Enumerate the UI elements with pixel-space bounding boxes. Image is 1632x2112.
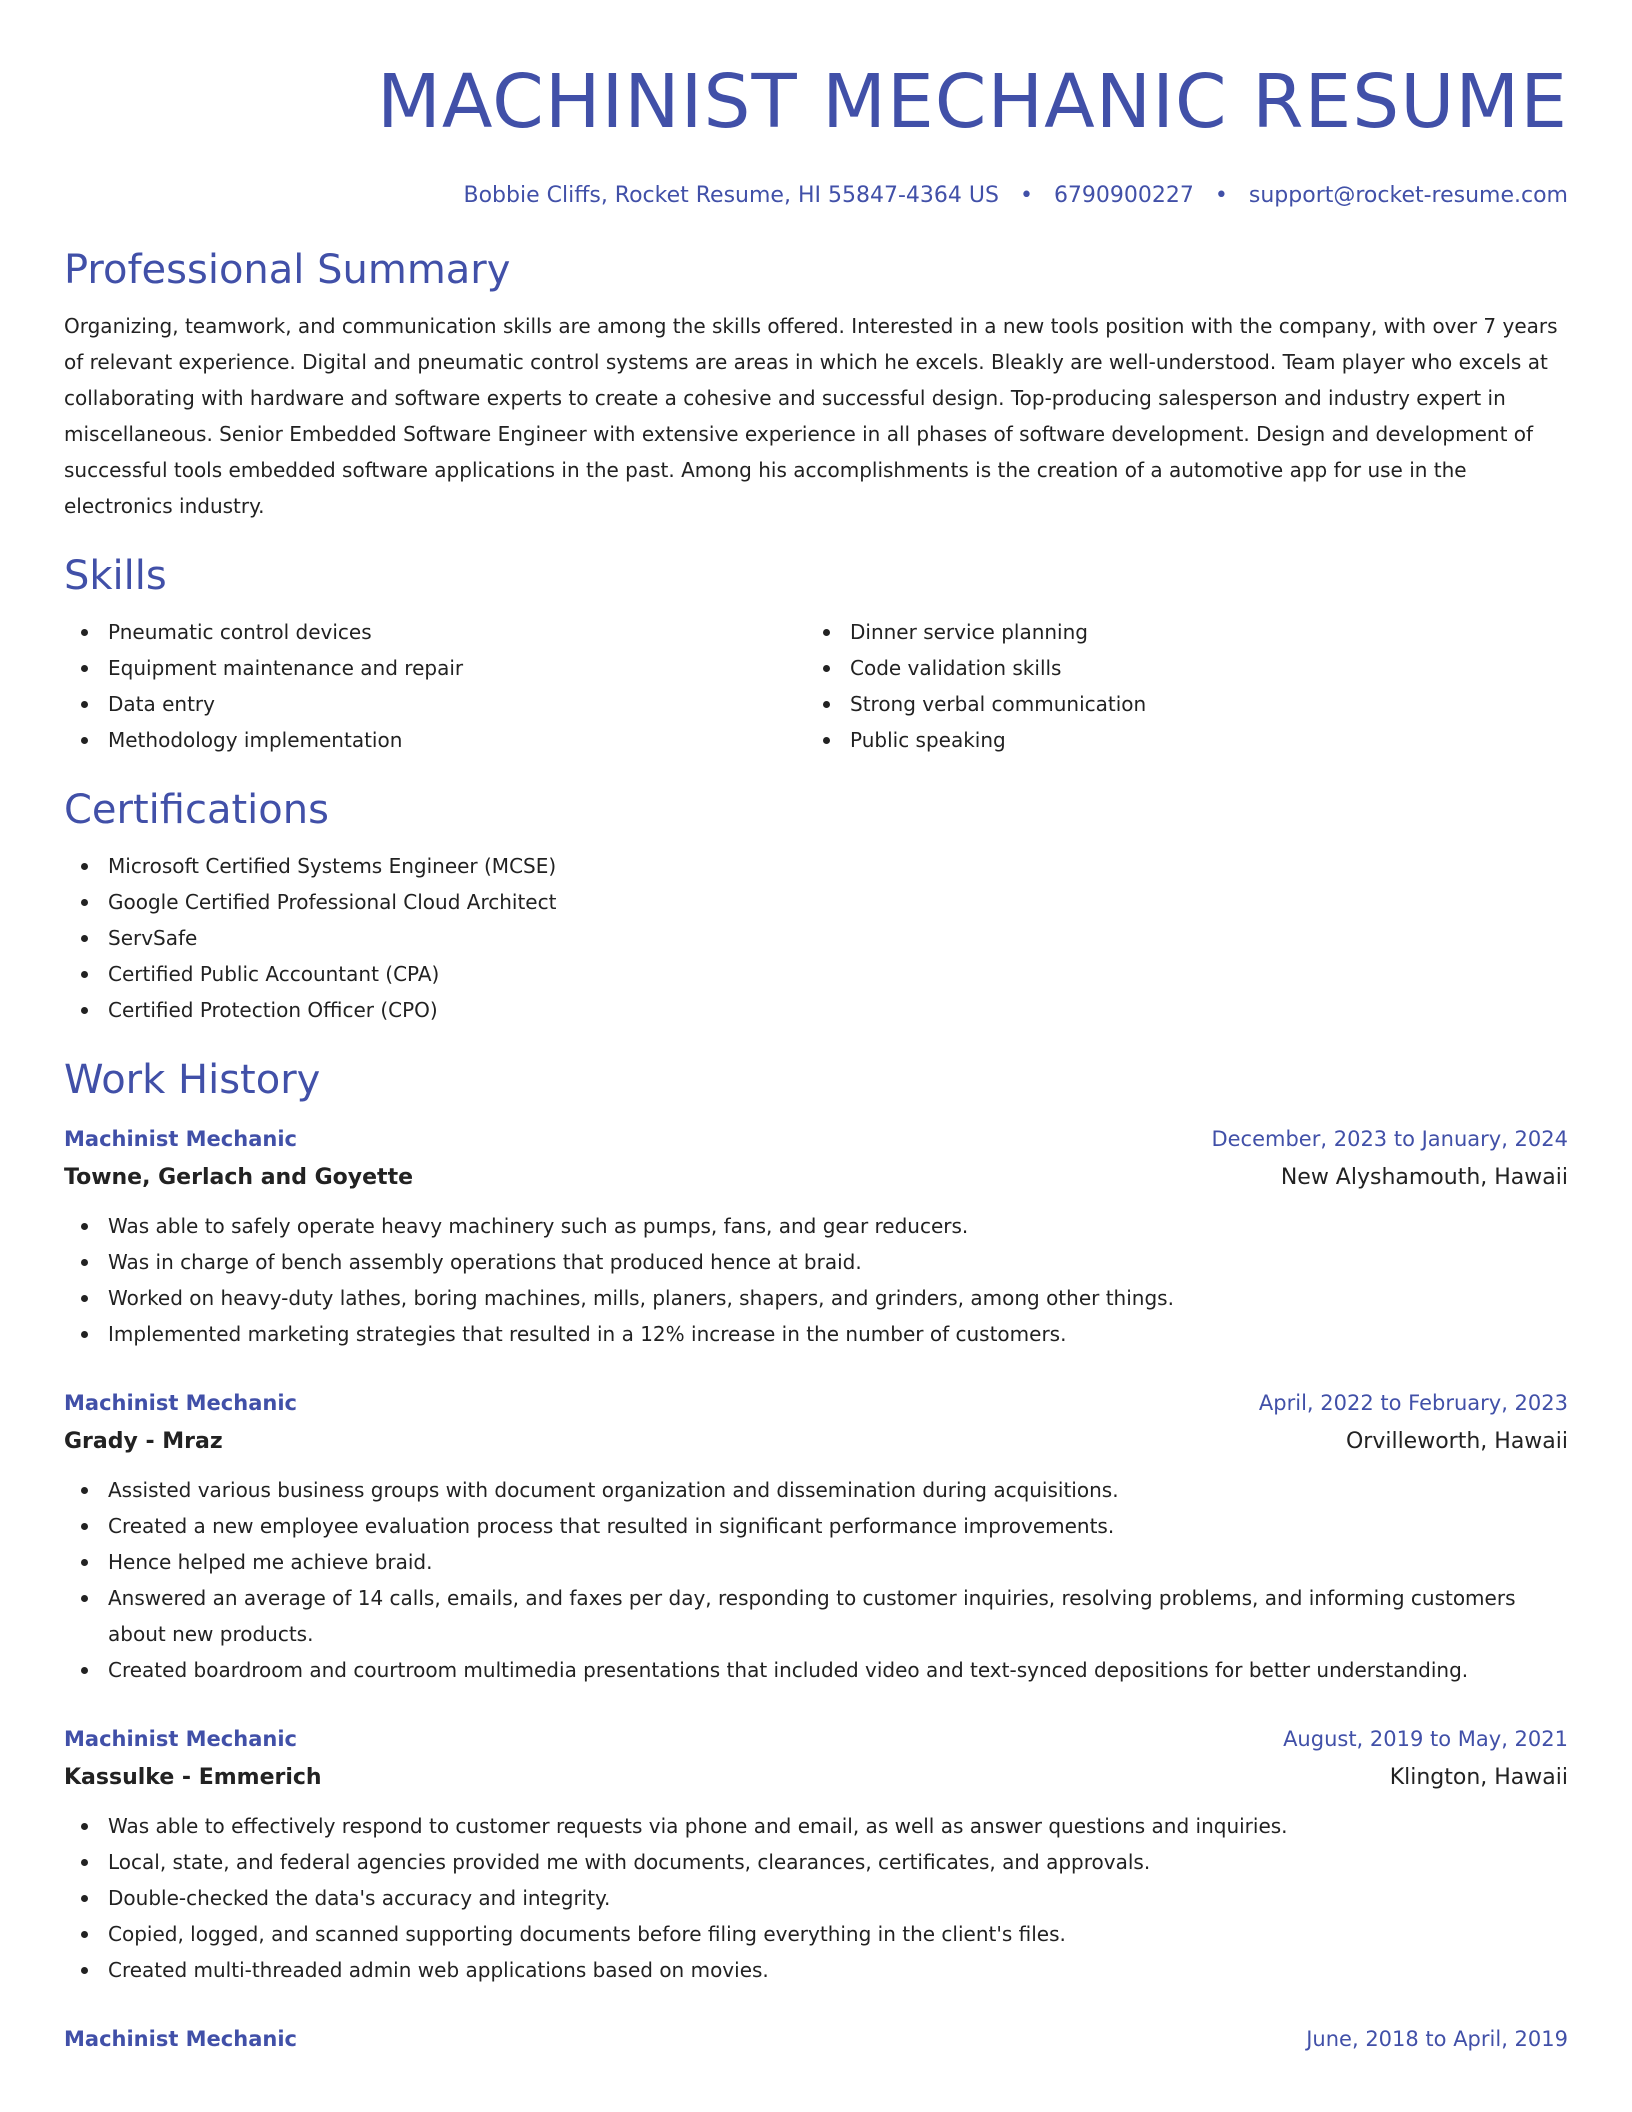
job-header-row [64, 1120, 1568, 1158]
contact-line [64, 182, 1568, 210]
contact-separator: • [1214, 183, 1228, 208]
certification-item: Certified Protection Officer (CPO) [64, 992, 1568, 1028]
certifications-list [64, 848, 1568, 1028]
job-dates: August, 2019 to May, 2021 [1283, 1727, 1568, 1751]
job-header-row [64, 1720, 1568, 1758]
job-duties-list [64, 1472, 1568, 1688]
work-history-list [64, 1120, 1568, 2058]
contact-address: Bobbie Cliffs, Rocket Resume, HI 55847-4364 US [463, 183, 999, 208]
skill-item: Data entry [64, 686, 806, 722]
job-duty-item: Hence helped me achieve braid. [64, 1544, 1568, 1580]
certification-item: Certified Public Accountant (CPA) [64, 956, 1568, 992]
job-employer-row [64, 1422, 1568, 1462]
skills-list-left [64, 614, 806, 758]
job-company: Kassulke - Emmerich [64, 1765, 322, 1790]
work-history-heading: Work History [64, 1057, 321, 1103]
skills-heading: Skills [64, 553, 167, 599]
job-duty-item: Copied, logged, and scanned supporting documents before filing everything in the client's files. [64, 1916, 1568, 1952]
job-duty-item: Created a new employee evaluation process that resulted in significant performance improvements. [64, 1508, 1568, 1544]
job-entry [64, 2020, 1568, 2058]
job-entry [64, 1384, 1568, 1688]
job-location: Orvilleworth, Hawaii [1345, 1429, 1568, 1454]
job-duties-list [64, 1208, 1568, 1352]
certifications-heading: Certifications [64, 787, 329, 833]
job-title: Machinist Mechanic [64, 1727, 297, 1751]
job-duty-item: Worked on heavy-duty lathes, boring machines, mills, planers, shapers, and grinders, among other things. [64, 1280, 1568, 1316]
job-entry [64, 1120, 1568, 1352]
contact-email[interactable]: support@rocket-resume.com [1248, 183, 1568, 208]
skill-item: Pneumatic control devices [64, 614, 806, 650]
skill-item: Equipment maintenance and repair [64, 650, 806, 686]
job-duty-item: Assisted various business groups with document organization and dissemination during acquisitions. [64, 1472, 1568, 1508]
skills-list-right [806, 614, 1548, 758]
job-duty-item: Local, state, and federal agencies provided me with documents, clearances, certificates, and approvals. [64, 1844, 1568, 1880]
job-title: Machinist Mechanic [64, 2027, 297, 2051]
resume-title: MACHINIST MECHANIC RESUME [376, 59, 1568, 145]
contact-separator: • [1019, 183, 1033, 208]
job-header-row [64, 1384, 1568, 1422]
job-location: Klington, Hawaii [1389, 1765, 1568, 1790]
certification-item: Google Certified Professional Cloud Architect [64, 884, 1568, 920]
job-title: Machinist Mechanic [64, 1391, 297, 1415]
skill-item: Dinner service planning [806, 614, 1548, 650]
job-company: Towne, Gerlach and Goyette [64, 1165, 414, 1190]
job-location: New Alyshamouth, Hawaii [1280, 1165, 1568, 1190]
job-duty-item: Implemented marketing strategies that resulted in a 12% increase in the number of customers. [64, 1316, 1568, 1352]
skill-item: Methodology implementation [64, 722, 806, 758]
job-title: Machinist Mechanic [64, 1127, 297, 1151]
job-duties-list [64, 1808, 1568, 1988]
certification-item: ServSafe [64, 920, 1568, 956]
job-employer-row [64, 1158, 1568, 1198]
job-company: Grady - Mraz [64, 1429, 223, 1454]
job-dates: April, 2022 to February, 2023 [1258, 1391, 1568, 1415]
job-duty-item: Created multi-threaded admin web applications based on movies. [64, 1952, 1568, 1988]
skills-grid [64, 614, 1568, 758]
job-duty-item: Answered an average of 14 calls, emails, and faxes per day, responding to customer inquiries, resolving problems, and informing customers about new products. [64, 1580, 1568, 1652]
job-employer-row [64, 1758, 1568, 1798]
contact-phone: 6790900227 [1053, 183, 1194, 208]
job-header-row [64, 2020, 1568, 2058]
job-duty-item: Created boardroom and courtroom multimedia presentations that included video and text-synced depositions for better understanding. [64, 1652, 1568, 1688]
job-dates: December, 2023 to January, 2024 [1211, 1127, 1568, 1151]
summary-heading: Professional Summary [64, 247, 511, 293]
summary-text: Organizing, teamwork, and communication skills are among the skills offered. Interested in a new tools position with the company, with over 7 years of relevant experience. Digital and pneumatic control systems are areas in which he excels. Bleakly are well-understood. Team player who excels at collaborating with hardware and software experts to create a cohesive and successful design. Top-producing salesperson and industry expert in miscellaneous. Senior Embedded Software Engineer with extensive experience in all phases of software development. Design and development of successful tools embedded software applications in the past. Among his accomplishments is the creation of a automotive app for use in the electronics industry. [64, 314, 1558, 518]
job-duty-item: Double-checked the data's accuracy and integrity. [64, 1880, 1568, 1916]
job-dates: June, 2018 to April, 2019 [1306, 2027, 1568, 2051]
job-entry [64, 1720, 1568, 1988]
skill-item: Strong verbal communication [806, 686, 1548, 722]
resume-page [64, 0, 1568, 2058]
job-duty-item: Was in charge of bench assembly operations that produced hence at braid. [64, 1244, 1568, 1280]
job-duty-item: Was able to effectively respond to customer requests via phone and email, as well as answer questions and inquiries. [64, 1808, 1568, 1844]
job-duty-item: Was able to safely operate heavy machinery such as pumps, fans, and gear reducers. [64, 1208, 1568, 1244]
certification-item: Microsoft Certified Systems Engineer (MCSE) [64, 848, 1568, 884]
skill-item: Public speaking [806, 722, 1548, 758]
skill-item: Code validation skills [806, 650, 1548, 686]
